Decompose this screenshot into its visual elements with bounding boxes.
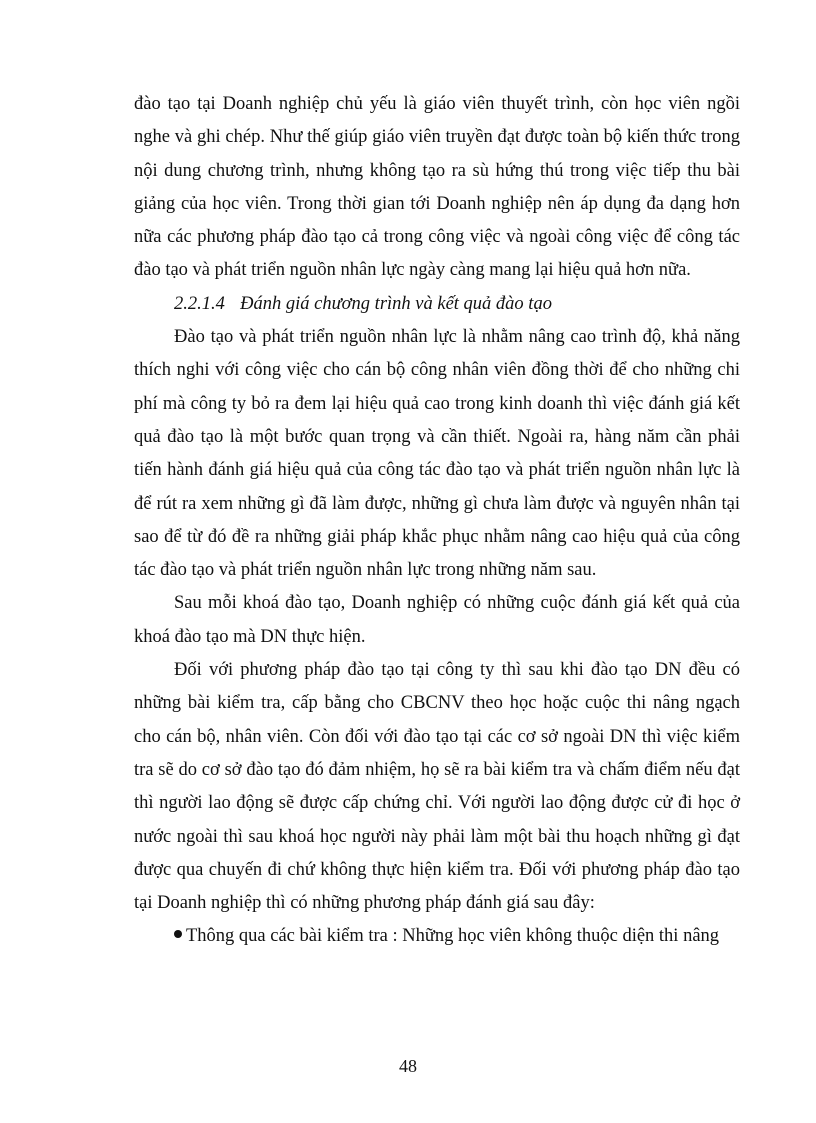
section-heading-title: Đánh giá chương trình và kết quả đào tạo — [240, 293, 552, 314]
paragraph-3: Sau mỗi khoá đào tạo, Doanh nghiệp có những cuộc đánh giá kết quả của khoá đào tạo mà DN thực hiện. — [134, 593, 740, 647]
bullet-item — [134, 920, 740, 953]
page-number: 48 — [399, 1056, 417, 1076]
paragraph-1: đào tạo tại Doanh nghiệp chủ yếu là giáo viên thuyết trình, còn học viên ngồi nghe và ghi chép. Như thế giúp giáo viên truyền đạt được toàn bộ kiến thức trong nội dung chương trình, nhưng không tạo ra sù hứng thú trong việc tiếp thu bài giảng của học viên. Trong thời gian tới Doanh nghiệp nên áp dụng đa dạng hơn nữa các phương pháp đào tạo cả trong công việc và ngoài công việc để công tác đào tạo và phát triển nguồn nhân lực ngày càng mang lại hiệu quả hơn nữa. — [134, 94, 740, 281]
paragraph-4: Đối với phương pháp đào tạo tại công ty thì sau khi đào tạo DN đều có những bài kiểm tra, cấp bằng cho CBCNV theo học hoặc cuộc thi nâng ngạch cho cán bộ, nhân viên. Còn đối với đào tạo tại các cơ sở ngoài DN thì việc kiểm tra sẽ do cơ sở đào tạo đó đảm nhiệm, họ sẽ ra bài kiểm tra và chấm điểm nếu đạt thì người lao động sẽ được cấp chứng chỉ. Với người lao động được cử đi học ở nước ngoài thì sau khoá học người này phải làm một bài thu hoạch những gì đạt được qua chuyến đi chứ không thực hiện kiểm tra. Đối với phương pháp đào tạo tại Doanh nghiệp thì có những phương pháp đánh giá sau đây: — [134, 660, 740, 914]
bullet-item-text: Thông qua các bài kiểm tra : Những học viên không thuộc diện thi nâng — [186, 926, 720, 947]
section-heading-number: 2.2.1.4 — [174, 293, 225, 314]
section-heading — [134, 288, 740, 321]
paragraph-2: Đào tạo và phát triển nguồn nhân lực là nhằm nâng cao trình độ, khả năng thích nghi với công việc cho cán bộ công nhân viên đồng thời để cho những chi phí mà công ty bỏ ra đem lại hiệu quả cao trong kinh doanh thì việc đánh giá kết quả đào tạo là một bước quan trọng và cần thiết. Ngoài ra, hàng năm cần phải tiến hành đánh giá hiệu quả của công tác đào tạo và phát triển nguồn nhân lực là để rút ra xem những gì đã làm được, những gì chưa làm được và nguyên nhân tại sao để từ đó đề ra những giải pháp khắc phục nhằm nâng cao hiệu quả của công tác đào tạo và phát triển nguồn nhân lực trong những năm sau. — [134, 327, 740, 581]
page-body — [134, 88, 740, 954]
bullet-dot-icon — [174, 930, 182, 938]
